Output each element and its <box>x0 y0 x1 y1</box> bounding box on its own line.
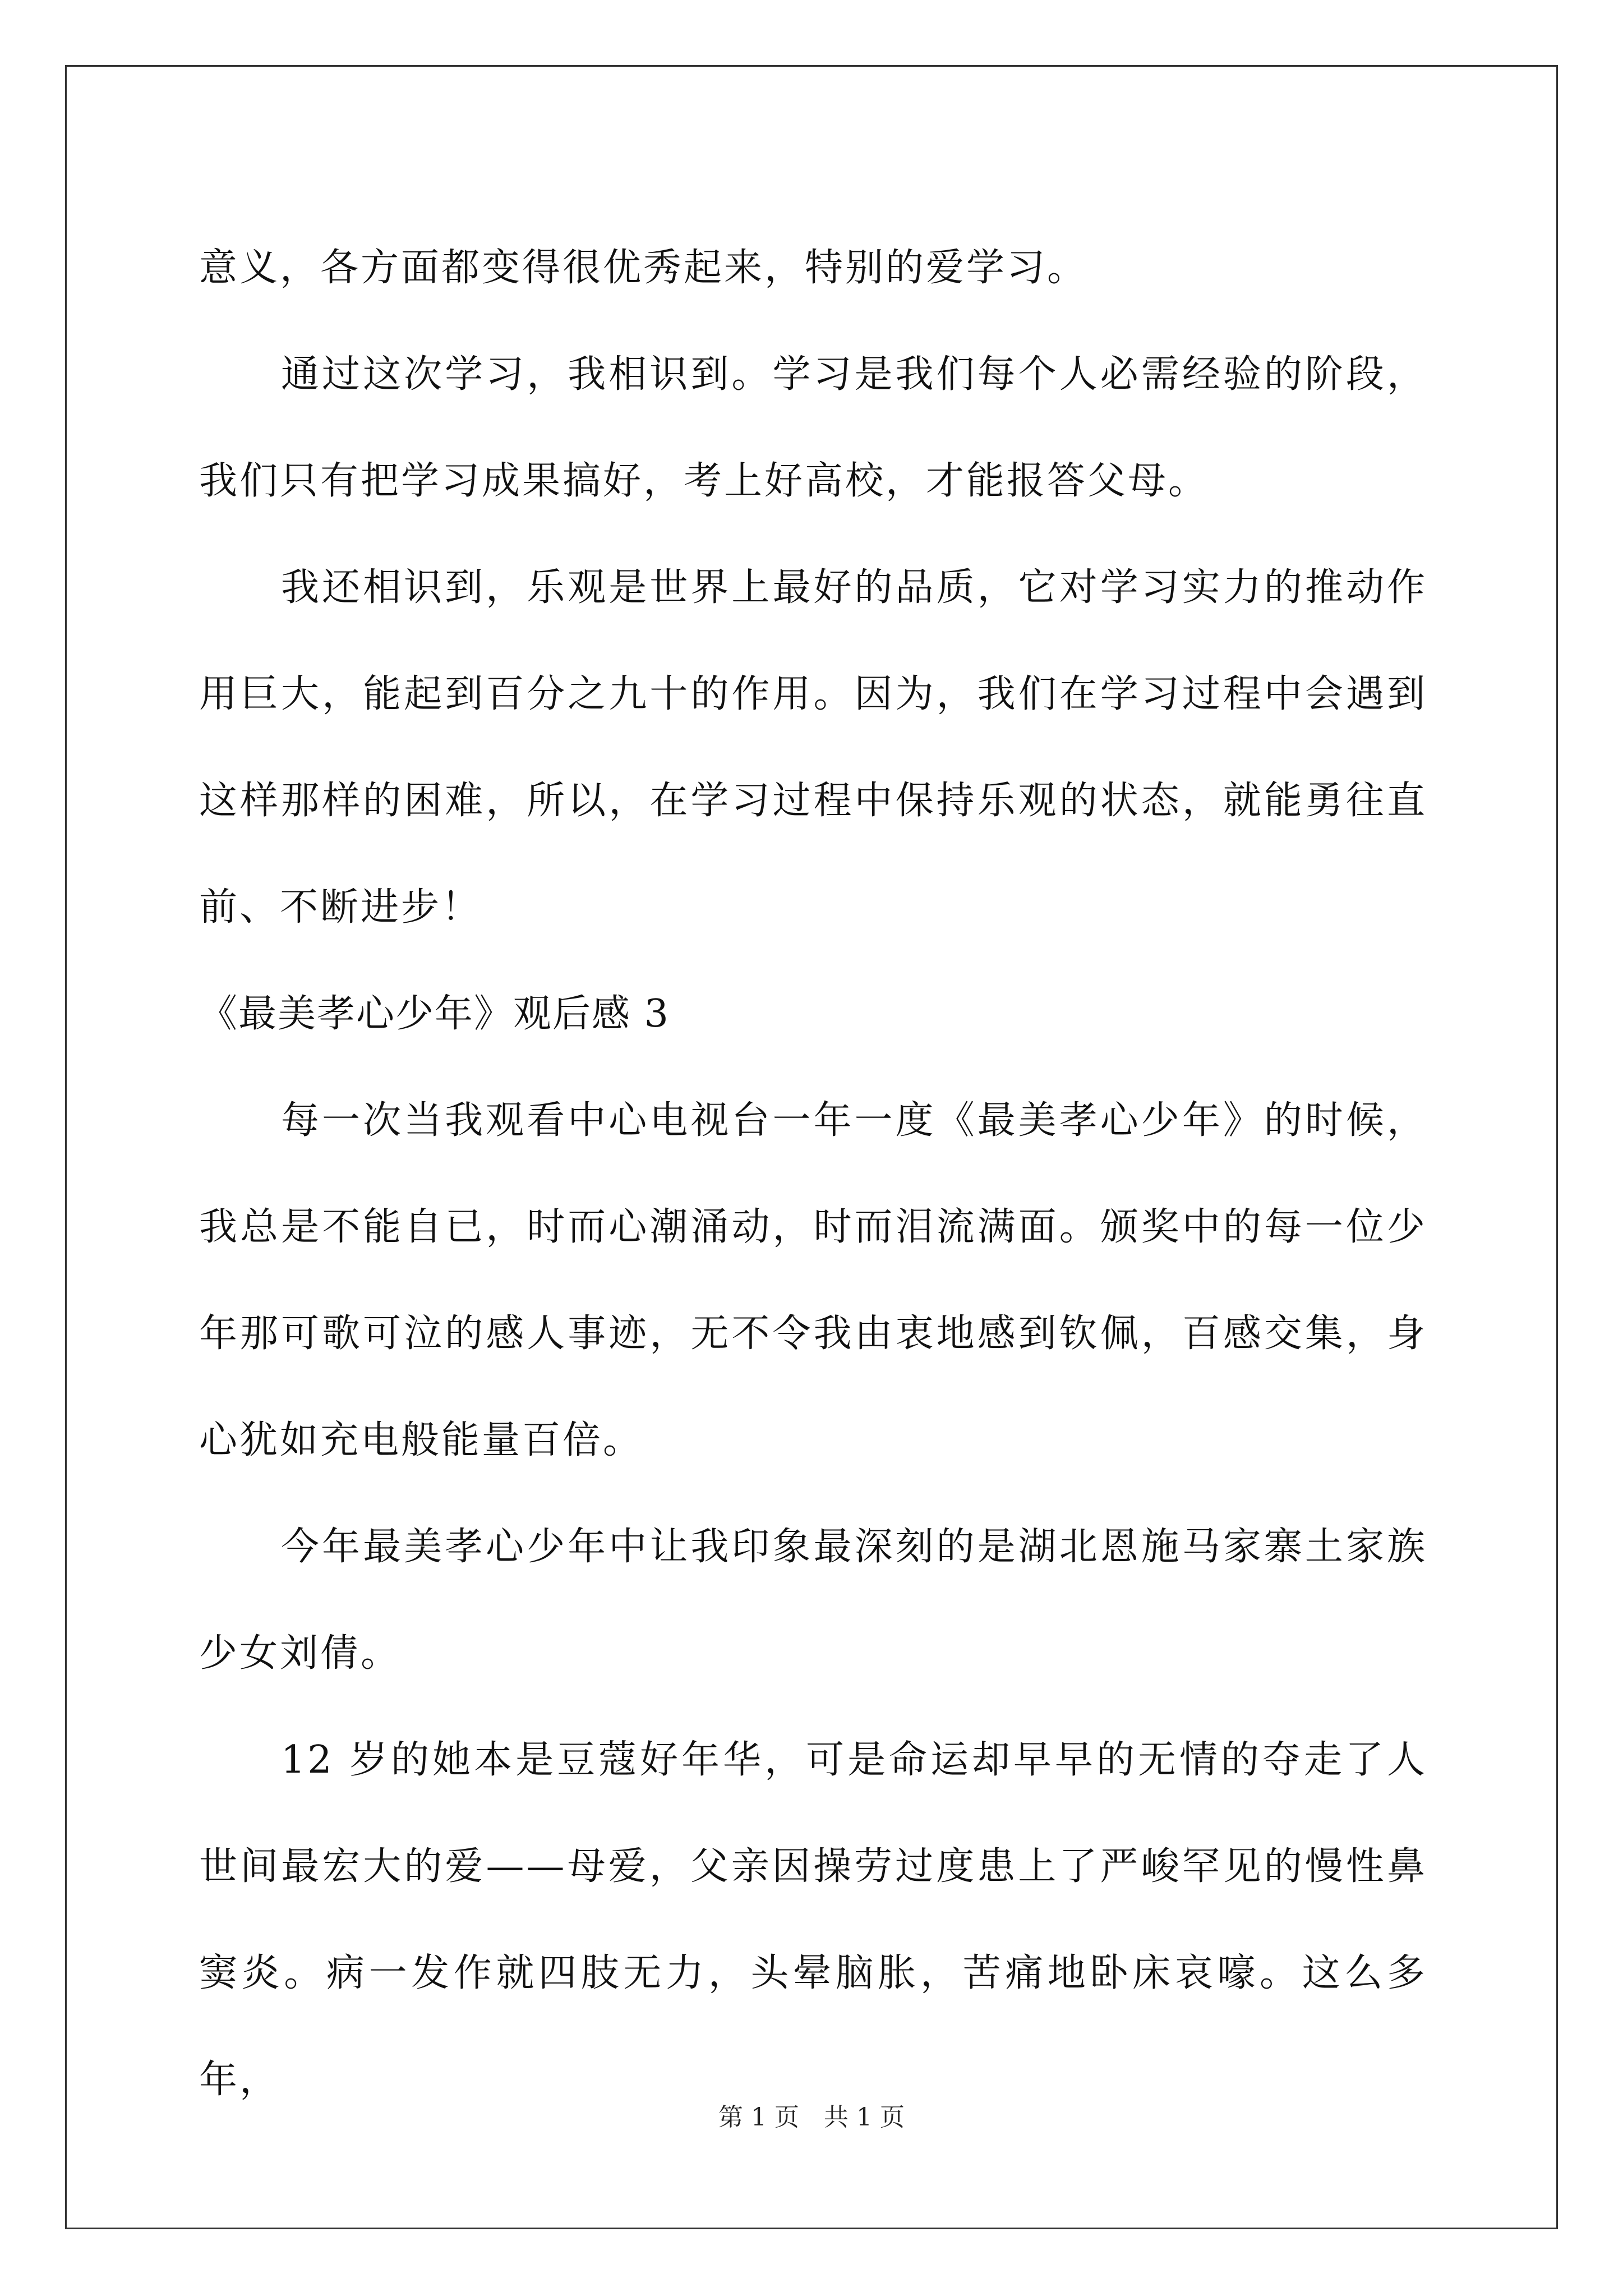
paragraph: 通过这次学习，我相识到。学习是我们每个人必需经验的阶段，我们只有把学习成果搞好，考上好高校，才能报答父母。 <box>199 352 1427 503</box>
paragraph-continuation: 意义，各方面都变得很优秀起来，特别的爱学习。 <box>199 246 1088 290</box>
document-body <box>199 215 1427 2133</box>
section-heading: 《最美孝心少年》观后感 3 <box>199 992 670 1036</box>
page-footer: 第 1 页 共 1 页 <box>718 2103 905 2132</box>
paragraph: 今年最美孝心少年中让我印象最深刻的是湖北恩施马家寨土家族少女刘倩。 <box>199 1525 1427 1676</box>
paragraph: 我还相识到，乐观是世界上最好的品质，它对学习实力的推动作用巨大，能起到百分之九十的作用。因为，我们在学习过程中会遇到这样那样的困难，所以，在学习过程中保持乐观的状态，就能勇往直前、不断进步！ <box>199 565 1427 930</box>
paragraph: 12 岁的她本是豆蔻好年华，可是命运却早早的无情的夺走了人世间最宏大的爱——母爱，父亲因操劳过度患上了严峻罕见的慢性鼻窦炎。病一发作就四肢无力，头晕脑胀，苦痛地卧床哀嚎。这么多年， <box>199 1738 1427 2102</box>
paragraph: 每一次当我观看中心电视台一年一度《最美孝心少年》的时候，我总是不能自已，时而心潮涌动，时而泪流满面。颁奖中的每一位少年那可歌可泣的感人事迹，无不令我由衷地感到钦佩，百感交集，身心犹如充电般能量百倍。 <box>199 1098 1427 1462</box>
